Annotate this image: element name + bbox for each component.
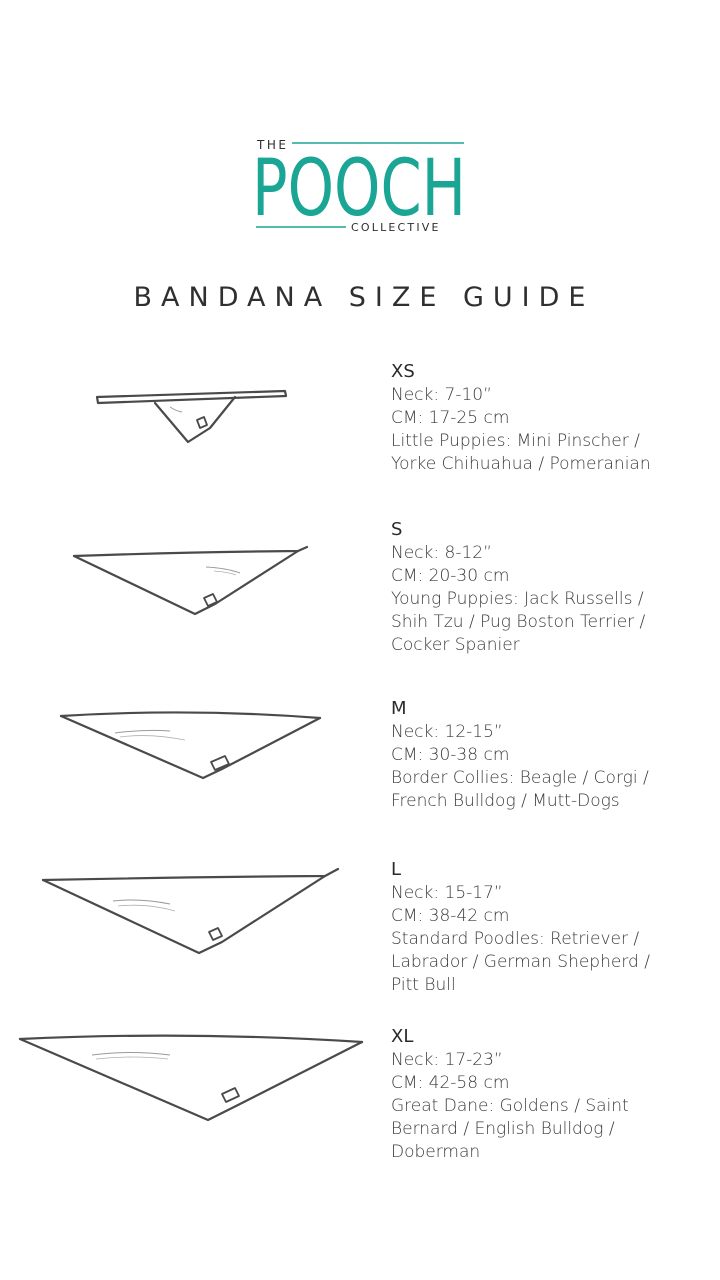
breeds-line: Yorke Chihuahua / Pomeranian xyxy=(391,454,651,474)
breeds-line: Standard Poodles: Retriever / xyxy=(391,929,640,949)
breeds-line: Young Puppies: Jack Russells / xyxy=(391,589,644,609)
neck-size: Neck: 8-12” xyxy=(391,543,492,563)
neck-size: Neck: 17-23” xyxy=(391,1050,503,1070)
size-info-s xyxy=(391,518,645,657)
brand-the: THE xyxy=(257,138,289,152)
breeds-line: Bernard / English Bulldog / xyxy=(391,1119,615,1139)
brand-collective: COLLECTIVE xyxy=(351,221,441,234)
size-info-m xyxy=(391,697,649,813)
bandana-xl-illustration xyxy=(0,1025,380,1155)
size-info-xl xyxy=(391,1025,629,1164)
bandana-s-illustration xyxy=(0,518,380,648)
bandana-l-illustration xyxy=(0,858,380,988)
cm-size: CM: 38-42 cm xyxy=(391,906,510,926)
breeds-line: Shih Tzu / Pug Boston Terrier / xyxy=(391,612,646,632)
size-label: L xyxy=(391,859,402,880)
breeds-line: Doberman xyxy=(391,1142,481,1162)
cm-size: CM: 17-25 cm xyxy=(391,408,510,428)
size-label: XS xyxy=(391,361,415,382)
breeds-line: Little Puppies: Mini Pinscher / xyxy=(391,431,640,451)
size-label: XL xyxy=(391,1026,414,1047)
brand-logo xyxy=(250,132,470,237)
brand-name: POOCH xyxy=(252,144,466,234)
breeds-line: Cocker Spanier xyxy=(391,635,520,655)
neck-size: Neck: 15-17” xyxy=(391,883,503,903)
breeds-line: Labrador / German Shepherd / xyxy=(391,952,650,972)
size-label: M xyxy=(391,698,407,719)
breeds-line: French Bulldog / Mutt-Dogs xyxy=(391,791,620,811)
neck-size: Neck: 12-15” xyxy=(391,722,503,742)
bandana-xs-illustration xyxy=(0,360,380,490)
cm-size: CM: 30-38 cm xyxy=(391,745,510,765)
bandana-m-illustration xyxy=(0,697,380,827)
size-info-xs xyxy=(391,360,651,476)
breeds-line: Pitt Bull xyxy=(391,975,456,995)
cm-size: CM: 20-30 cm xyxy=(391,566,510,586)
breeds-line: Border Collies: Beagle / Corgi / xyxy=(391,768,649,788)
page-title: BANDANA SIZE GUIDE xyxy=(133,282,595,313)
neck-size: Neck: 7-10” xyxy=(391,385,492,405)
size-label: S xyxy=(391,519,403,540)
size-info-l xyxy=(391,858,650,997)
cm-size: CM: 42-58 cm xyxy=(391,1073,510,1093)
breeds-line: Great Dane: Goldens / Saint xyxy=(391,1096,629,1116)
